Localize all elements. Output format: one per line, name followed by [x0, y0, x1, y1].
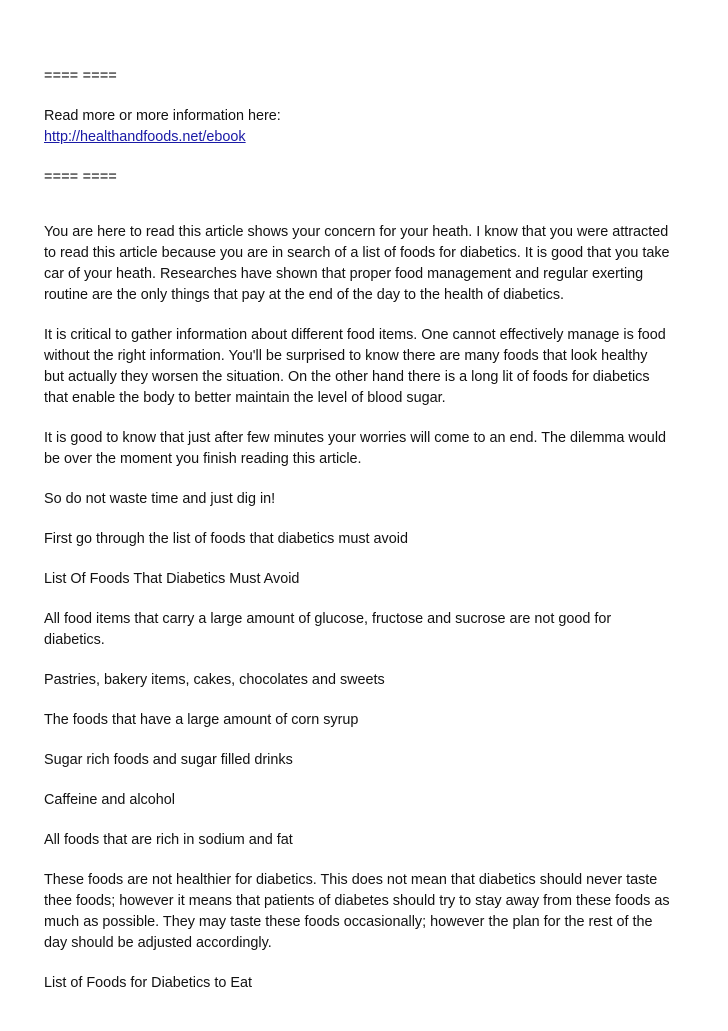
separator-top: ==== ==== [44, 68, 118, 84]
paragraph-line: You are here to read this article shows your concern for your heath. I know that you were attracted [44, 224, 669, 240]
list-item: Caffeine and alcohol [44, 792, 175, 808]
document-page [44, 66, 694, 994]
paragraph-line: that enable the body to better maintain the level of blood sugar. [44, 390, 446, 406]
paragraph-first: First go through the list of foods that diabetics must avoid [44, 531, 408, 547]
paragraph-line: be over the moment you finish reading this article. [44, 451, 362, 467]
paragraph-line: All food items that carry a large amount of glucose, fructose and sucrose are not good for [44, 611, 612, 627]
list-item: Sugar rich foods and sugar filled drinks [44, 752, 293, 768]
paragraph-dig-in: So do not waste time and just dig in! [44, 491, 276, 507]
ebook-link[interactable]: http://healthandfoods.net/ebook [44, 129, 246, 145]
paragraph-line: car of your heath. Researches have shown that proper food management and regular exerting [44, 266, 644, 282]
paragraph-line: much as possible. They may taste these foods occasionally; however the plan for the rest of the [44, 914, 653, 930]
paragraph-worries [44, 428, 694, 470]
paragraph-line: It is good to know that just after few minutes your worries will come to an end. The dilemma would [44, 430, 667, 446]
list-item: The foods that have a large amount of corn syrup [44, 712, 359, 728]
paragraph-line: diabetics. [44, 632, 105, 648]
paragraph-line: routine are the only things that pay at the end of the day to the health of diabetics. [44, 287, 565, 303]
paragraph-line: without the right information. You'll be surprised to know there are many foods that look healthy [44, 348, 648, 364]
read-more-text: Read more or more information here: [44, 108, 281, 124]
heading-foods-to-avoid: List Of Foods That Diabetics Must Avoid [44, 571, 300, 587]
paragraph-line: It is critical to gather information about different food items. One cannot effectively manage is food [44, 327, 666, 343]
separator-bottom: ==== ==== [44, 169, 118, 185]
list-item: All foods that are rich in sodium and fat [44, 832, 293, 848]
paragraph-line: but actually they worsen the situation. On the other hand there is a long lit of foods for diabetics [44, 369, 650, 385]
heading-foods-to-eat: List of Foods for Diabetics to Eat [44, 975, 252, 991]
paragraph-line: thee foods; however it means that patients of diabetes should try to stay away from these foods as [44, 893, 670, 909]
paragraph-line: to read this article because you are in search of a list of foods for diabetics. It is good that you take [44, 245, 670, 261]
paragraph-sugars [44, 609, 694, 651]
list-item: Pastries, bakery items, cakes, chocolates and sweets [44, 672, 385, 688]
paragraph-information [44, 325, 694, 409]
paragraph-line: These foods are not healthier for diabetics. This does not mean that diabetics should never taste [44, 872, 658, 888]
paragraph-not-healthier [44, 870, 694, 954]
paragraph-intro [44, 222, 694, 306]
paragraph-line: day should be adjusted accordingly. [44, 935, 272, 951]
